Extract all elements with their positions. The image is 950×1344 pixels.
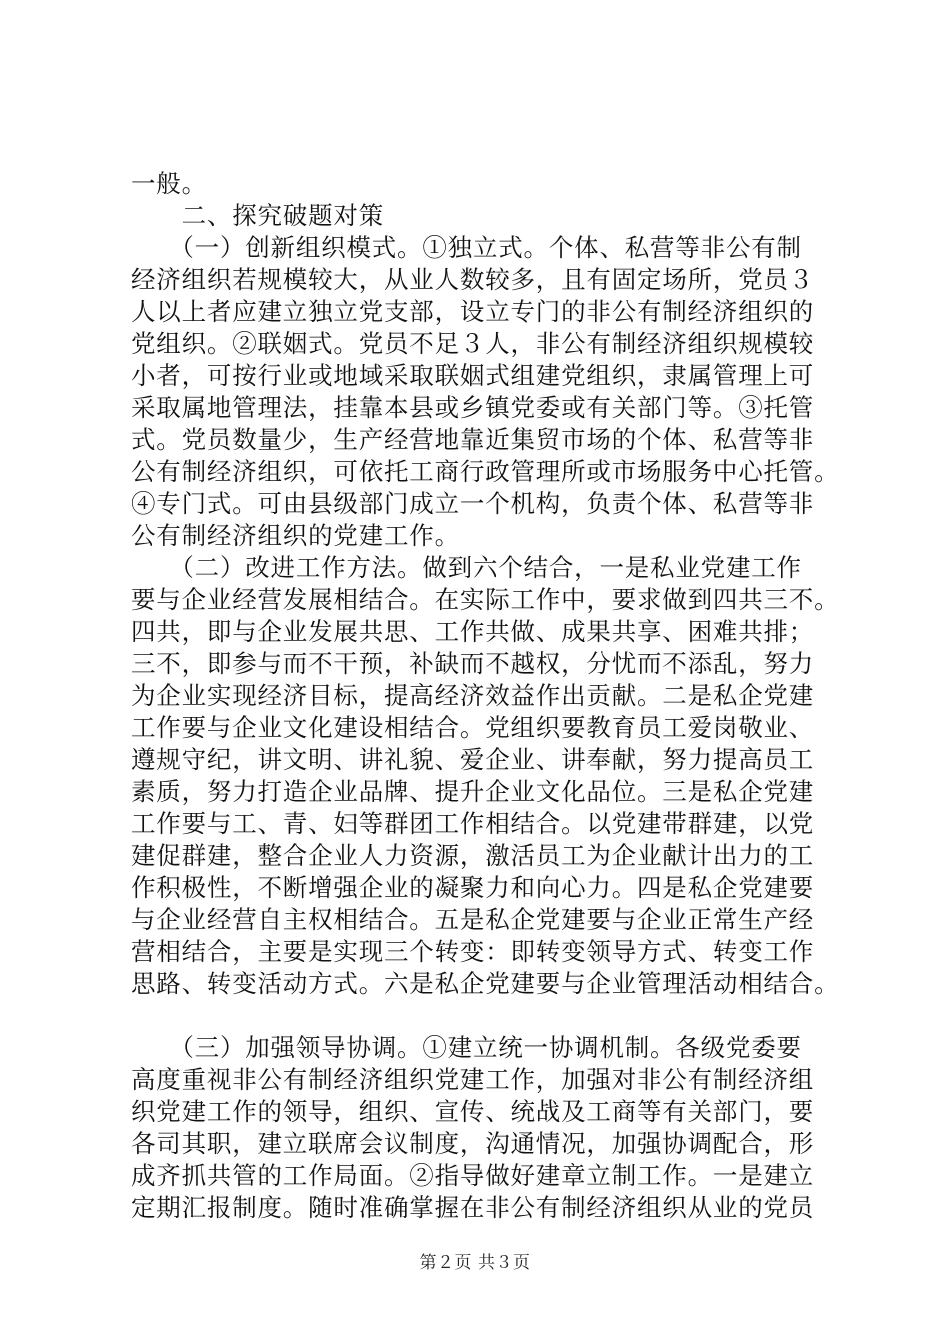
text-line: 采取属地管理法，挂靠本县或乡镇党委或有关部门等。③托管 bbox=[131, 393, 815, 422]
text-line: 作积极性，不断增强企业的凝聚力和向心力。四是私企党建要 bbox=[131, 873, 815, 902]
text-line: 工作要与企业文化建设相结合。党组织要教育员工爱岗敬业、 bbox=[131, 713, 815, 742]
text-line: 思路、转变活动方式。六是私企党建要与企业管理活动相结合。 bbox=[131, 969, 840, 998]
text-line: 为企业实现经济目标，提高经济效益作出贡献。二是私企党建 bbox=[131, 681, 815, 710]
text-line: 经济组织若规模较大，从业人数较多，且有固定场所，党员３ bbox=[131, 265, 815, 294]
text-line: 要与企业经营发展相结合。在实际工作中，要求做到四共三不。 bbox=[131, 585, 840, 614]
text-line: 式。党员数量少，生产经营地靠近集贸市场的个体、私营等非 bbox=[131, 425, 815, 454]
document-body bbox=[131, 168, 840, 1224]
paragraph-block-1 bbox=[131, 168, 840, 1000]
text-line: ④专门式。可由县级部门成立一个机构，负责个体、私营等非 bbox=[131, 489, 815, 518]
text-line: 公有制经济组织，可依托工商行政管理所或市场服务中心托管。 bbox=[131, 457, 840, 486]
text-line: 建促群建，整合企业人力资源，激活员工为企业献计出力的工 bbox=[131, 841, 815, 870]
text-line: 高度重视非公有制经济组织党建工作，加强对非公有制经济组 bbox=[131, 1065, 815, 1094]
text-line: 织党建工作的领导，组织、宣传、统战及工商等有关部门，要 bbox=[131, 1097, 815, 1126]
text-line: 遵规守纪，讲文明、讲礼貌、爱企业、讲奉献，努力提高员工 bbox=[131, 745, 815, 774]
text-line: 定期汇报制度。随时准确掌握在非公有制经济组织从业的党员 bbox=[131, 1193, 815, 1222]
text-line: （一）创新组织模式。①独立式。个体、私营等非公有制 bbox=[131, 233, 802, 262]
text-line: 公有制经济组织的党建工作。 bbox=[131, 521, 460, 550]
text-line: 人以上者应建立独立党支部，设立专门的非公有制经济组织的 bbox=[131, 297, 815, 326]
text-line: 各司其职，建立联席会议制度，沟通情况，加强协调配合，形 bbox=[131, 1129, 815, 1158]
text-line: 党组织。②联姻式。党员不足３人，非公有制经济组织规模较 bbox=[131, 329, 815, 358]
page-footer: 第２页 共３页 bbox=[419, 1253, 531, 1273]
paragraph-block-2 bbox=[131, 1032, 831, 1224]
text-line: 三不，即参与而不干预，补缺而不越权，分忧而不添乱，努力 bbox=[131, 649, 815, 678]
text-line: 营相结合，主要是实现三个转变：即转变领导方式、转变工作 bbox=[131, 937, 815, 966]
text-line: 与企业经营自主权相结合。五是私企党建要与企业正常生产经 bbox=[131, 905, 815, 934]
text-line: 二、探究破题对策 bbox=[131, 201, 384, 230]
text-line: 四共，即与企业发展共思、工作共做、成果共享、困难共排； bbox=[131, 617, 815, 646]
text-line: 一般。 bbox=[131, 169, 207, 198]
text-line: 成齐抓共管的工作局面。②指导做好建章立制工作。一是建立 bbox=[131, 1161, 815, 1190]
text-line: 素质，努力打造企业品牌、提升企业文化品位。三是私企党建 bbox=[131, 777, 815, 806]
text-line: 工作要与工、青、妇等群团工作相结合。以党建带群建，以党 bbox=[131, 809, 815, 838]
text-line: （三）加强领导协调。①建立统一协调机制。各级党委要 bbox=[131, 1033, 802, 1062]
paragraph-gap bbox=[131, 1000, 831, 1032]
text-line: （二）改进工作方法。做到六个结合，一是私业党建工作 bbox=[131, 553, 802, 582]
text-line: 小者，可按行业或地域采取联姻式组建党组织，隶属管理上可 bbox=[131, 361, 815, 390]
